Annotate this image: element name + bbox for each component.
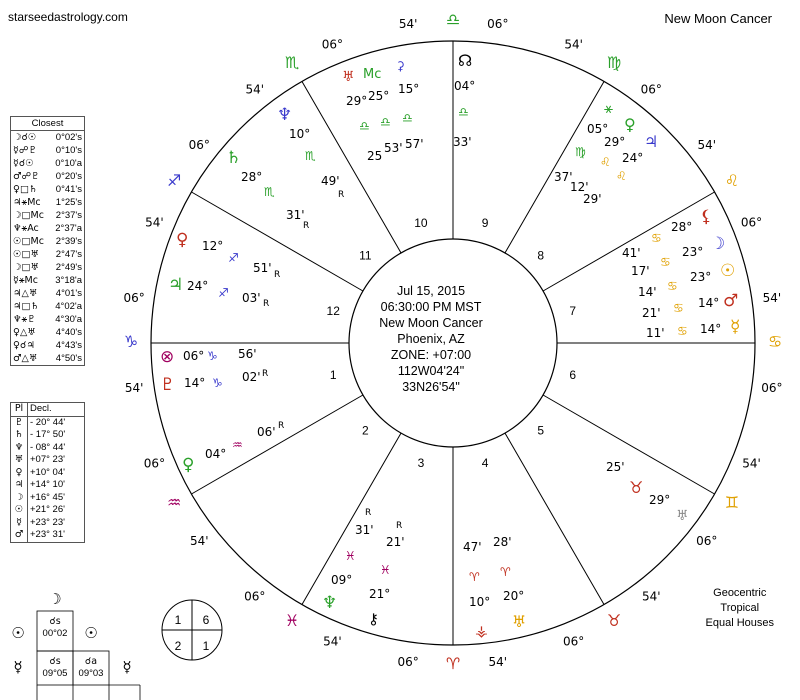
closest-aspect: ☽☌☉ xyxy=(13,132,37,143)
declination-value: - 17° 50' xyxy=(30,429,66,440)
chart-title: New Moon Cancer xyxy=(664,11,772,26)
declination-planet: ♀ xyxy=(11,467,28,480)
saturn-glyph: ♄ xyxy=(226,148,242,168)
venus2-retrograde: R xyxy=(278,421,285,431)
closest-aspect: ☉□Mc xyxy=(13,236,44,247)
closest-orb: 2°37's xyxy=(55,210,82,221)
closest-orb: 4°30'a xyxy=(55,314,82,325)
cusp-sign: ♍ xyxy=(606,53,622,73)
venus-left-degree: 12° xyxy=(202,239,224,253)
closest-aspect: ☿☍♇ xyxy=(13,145,37,156)
chart-location: Phoenix, AZ xyxy=(397,332,465,346)
v2-degree: 29° xyxy=(604,135,626,149)
declination-value: +23° 23' xyxy=(30,516,65,528)
closest-orb: 2°37'a xyxy=(55,223,82,234)
lilith4-glyph: ⚶ xyxy=(475,622,488,640)
pluto-minutes: 02' xyxy=(242,370,261,384)
cusp-min: 54' xyxy=(697,137,717,152)
uranus4-degree: 20° xyxy=(503,589,525,603)
venus2-degree: 04° xyxy=(205,447,227,461)
house-cusp-line xyxy=(191,395,362,494)
node-minutes: 33' xyxy=(453,135,472,149)
c1-degree: 28° xyxy=(671,220,693,234)
declination-planet: ♃ xyxy=(11,479,28,492)
declination-planet: ♂ xyxy=(11,529,28,542)
cusp-sign: ♎ xyxy=(445,10,461,29)
chiron8-glyph: ⚹ xyxy=(604,99,614,117)
chart-date: Jul 15, 2015 xyxy=(396,284,466,298)
house-cusp-line xyxy=(543,192,714,291)
t2c-minutes: 57' xyxy=(405,137,424,151)
chiron3-degree: 21° xyxy=(369,587,391,601)
neptune3-glyph: ♆ xyxy=(322,593,338,613)
venus2-sign: ♒ xyxy=(232,438,243,452)
grid-moon-glyph: ☽ xyxy=(48,590,62,608)
mercury-glyph: ☿ xyxy=(730,317,741,337)
cusp-sign: ♉ xyxy=(606,610,622,630)
declination-value: +21° 26' xyxy=(30,504,65,515)
closest-aspect: ♃△♅ xyxy=(13,288,38,299)
cusp-deg: 06° xyxy=(397,654,419,669)
closest-orb: 4°43's xyxy=(55,340,82,351)
quadrant-3-count: 2 xyxy=(174,639,182,653)
cusp-deg: 06° xyxy=(188,137,210,152)
uranus-top-glyph: ♅ xyxy=(342,69,355,85)
cusp-deg: 06° xyxy=(696,534,718,549)
saturn-degree: 28° xyxy=(241,170,263,184)
closest-aspect: ☿⚹Mc xyxy=(13,275,38,286)
grid-mercury-glyph-right: ☿ xyxy=(122,658,132,676)
c2-minutes: 17' xyxy=(631,264,650,278)
pluto-sign: ♑ xyxy=(212,376,223,390)
venus-left-minutes: 51' xyxy=(253,261,272,275)
closest-aspect: ♀△♅ xyxy=(13,327,36,338)
closest-aspect: ♂△♅ xyxy=(13,353,38,364)
declination-planet: ♅ xyxy=(11,454,28,467)
cancer-sign-a: ♋ xyxy=(651,231,662,245)
mars-glyph: ♂ xyxy=(723,291,739,311)
house-number: 1 xyxy=(329,368,337,383)
grid-sun-glyph: ☉ xyxy=(11,624,25,642)
declination-planet: ♇ xyxy=(11,417,28,430)
c4-minutes: 14' xyxy=(638,285,657,299)
house-number: 9 xyxy=(481,216,489,231)
venus2-minutes: 06' xyxy=(257,425,276,439)
neptune3-minutes: 31' xyxy=(355,523,374,537)
cusp-deg: 06° xyxy=(321,37,344,52)
aries-sign-a: ♈ xyxy=(469,570,480,584)
venus-left-glyph: ♀ xyxy=(176,230,189,250)
cusp-min: 54' xyxy=(641,589,661,604)
mc-label: Mc xyxy=(363,67,382,82)
uranus11-degree: 10° xyxy=(289,127,311,141)
grid-cell-moon-sun-aspect: ☌s xyxy=(49,616,61,627)
lilith-glyph: ⚸ xyxy=(700,207,713,227)
cusp-deg: 06° xyxy=(740,215,763,230)
taurus5-degree: 29° xyxy=(649,493,671,507)
cusp-sign: ♐ xyxy=(166,171,182,190)
chart-event-name: New Moon Cancer xyxy=(379,316,483,330)
house-cusp-line xyxy=(505,81,604,252)
neptune5-glyph: ♅ xyxy=(676,508,689,524)
v-min3: 29' xyxy=(583,192,602,206)
declination-value: +07° 23' xyxy=(30,454,65,465)
declination-value: - 20° 44' xyxy=(30,416,66,428)
cancer-sign-e: ♋ xyxy=(677,324,688,338)
house-number: 4 xyxy=(481,455,489,470)
house-number: 12 xyxy=(326,303,340,318)
cusp-sign: ♋ xyxy=(767,332,783,351)
c3-degree: 23° xyxy=(690,270,712,284)
house-cusp-line xyxy=(505,433,604,604)
cusp-deg: 06° xyxy=(143,456,166,471)
jupiter-left-glyph: ♃ xyxy=(168,275,184,295)
closest-orb: 4°01's xyxy=(55,288,82,299)
chart-latitude: 33N26'54" xyxy=(402,380,460,394)
lilith4-degree: 10° xyxy=(469,595,491,609)
closest-aspect: ♆⚹♇ xyxy=(13,314,36,325)
node-degree: 04° xyxy=(454,79,476,93)
chart-longitude: 112W04'24" xyxy=(397,364,465,378)
planet11-retrograde: R xyxy=(338,190,345,200)
v-min2: 12' xyxy=(570,180,589,194)
grid-cell-moon-sun-orb: 00°02 xyxy=(42,628,68,639)
house-number: 6 xyxy=(569,368,577,383)
closest-aspect: ♀☌♃ xyxy=(13,340,35,351)
t2b-minutes: 53' xyxy=(384,141,403,155)
pisces-sign-a: ♓ xyxy=(345,549,356,563)
libra-sign-b: ♎ xyxy=(380,115,391,129)
uranus4-minutes: 28' xyxy=(493,535,512,549)
cusp-sign: ♈ xyxy=(445,654,461,673)
declination-planet: ♆ xyxy=(11,442,28,455)
fortune-glyph: ⊗ xyxy=(160,347,175,367)
cusp-min: 54' xyxy=(742,456,761,471)
saturn-retrograde: R xyxy=(303,221,310,231)
jupiter-left-sign: ♐ xyxy=(218,286,229,300)
pluto-degree: 14° xyxy=(184,376,206,390)
closest-aspect: ♂☍♇ xyxy=(13,171,40,182)
house-number: 3 xyxy=(417,455,425,470)
declination-header-planet: Pl xyxy=(11,403,28,416)
pluto-glyph: ♇ xyxy=(160,375,176,395)
fortune-degree: 06° xyxy=(183,349,205,363)
closest-orb: 2°49's xyxy=(55,262,82,273)
cusp-sign: ♊ xyxy=(724,493,740,512)
chiron3-glyph: ⚷ xyxy=(368,610,379,628)
cusp-min: 54' xyxy=(398,17,418,32)
cusp-deg: 06° xyxy=(562,634,585,649)
quadrant-2-count: 6 xyxy=(202,613,210,627)
declination-value: +14° 10' xyxy=(30,479,65,490)
taurus5-sign: ♉ xyxy=(629,478,644,497)
closest-orb: 4°40's xyxy=(55,327,82,338)
closest-orb: 3°18'a xyxy=(55,275,82,286)
uranus11-glyph: ♆ xyxy=(277,105,293,125)
chiron3-retrograde: R xyxy=(396,521,403,531)
closest-orb: 1°25's xyxy=(55,197,82,208)
cusp-min: 54' xyxy=(488,654,508,669)
cusp-sign: ♏ xyxy=(284,53,300,73)
cusp-min: 54' xyxy=(145,215,164,230)
t1-degree: 29° xyxy=(346,94,368,108)
closest-orb: 0°10's xyxy=(55,145,82,156)
cancer-sign-d: ♋ xyxy=(673,301,684,315)
node-sign: ♎ xyxy=(458,105,469,119)
cusp-deg: 06° xyxy=(761,380,783,395)
declination-planet: ☽ xyxy=(11,492,28,505)
house-number: 8 xyxy=(537,248,545,263)
closest-aspect: ☽□♅ xyxy=(13,262,40,273)
sun-glyph: ☉ xyxy=(720,261,736,281)
c5-minutes: 21' xyxy=(642,306,661,320)
declination-planet: ☿ xyxy=(11,517,28,530)
closest-aspect: ♃⚹Mc xyxy=(13,197,41,208)
venus-left-sign: ♐ xyxy=(228,251,239,265)
cusp-sign: ♌ xyxy=(724,171,740,190)
v3-degree: 24° xyxy=(622,151,644,165)
neptune3-retrograde: R xyxy=(365,508,372,518)
t2-minutes: 25 xyxy=(367,149,383,163)
chiron3-minutes: 21' xyxy=(386,535,405,549)
closest-orb: 0°10'a xyxy=(55,158,82,169)
cusp-min: 54' xyxy=(124,380,144,395)
cancer-sign-b: ♋ xyxy=(660,255,671,269)
v-min1: 37' xyxy=(554,170,573,184)
c2-degree: 23° xyxy=(682,245,704,259)
jupiter-left-degree: 24° xyxy=(187,279,209,293)
closest-orb: 0°02's xyxy=(55,132,82,143)
vertex-glyph: ⚳ xyxy=(396,59,405,73)
declination-planet: ☉ xyxy=(11,504,28,517)
house-number: 11 xyxy=(359,248,372,263)
fortune-sign: ♑ xyxy=(207,349,218,363)
declination-value: - 08° 44' xyxy=(30,441,66,453)
libra-sign-a: ♎ xyxy=(359,119,370,133)
quadrant-4-count: 1 xyxy=(202,639,210,653)
closest-orb: 0°20's xyxy=(55,171,82,182)
closest-aspect: ♃□♄ xyxy=(13,301,40,312)
declination-planet: ♄ xyxy=(11,429,28,442)
legend-tropical: Tropical xyxy=(720,602,760,614)
cusp-sign: ♒ xyxy=(166,493,182,512)
closest-orb: 2°47's xyxy=(55,249,82,260)
venus2-glyph: ♀ xyxy=(182,455,195,475)
house-number: 5 xyxy=(537,423,545,438)
grid-cell-moon-mercury-aspect: ☌s xyxy=(49,656,61,667)
pisces-sign-b: ♓ xyxy=(380,563,391,577)
venus8-glyph: ♀ xyxy=(624,115,636,134)
closest-aspect: ☉□♅ xyxy=(13,249,40,260)
declination-value: +10° 04' xyxy=(30,466,65,478)
leo-sign-8a: ♌ xyxy=(600,155,611,169)
grid-cell-sun-mercury-aspect: ☌a xyxy=(84,656,98,667)
uranus4-glyph: ♅ xyxy=(512,612,527,631)
cusp-sign: ♓ xyxy=(284,610,300,630)
saturn-minutes: 31' xyxy=(286,208,305,222)
closest-orb: 0°41's xyxy=(55,184,82,195)
node-glyph: ☊ xyxy=(458,51,473,70)
chart-zone: ZONE: +07:00 xyxy=(390,348,472,362)
neptune3-degree: 09° xyxy=(331,573,353,587)
cusp-min: 54' xyxy=(189,534,209,549)
cusp-min: 54' xyxy=(323,634,342,649)
house-number: 10 xyxy=(414,216,428,231)
grid-sun-glyph-top: ☉ xyxy=(84,624,98,642)
closest-aspect: ♀□♄ xyxy=(13,184,38,195)
c1-minutes: 41' xyxy=(622,246,641,260)
taurus5-minutes: 25' xyxy=(606,460,625,474)
libra-sign-c: ♎ xyxy=(402,111,413,125)
site-name[interactable]: starseedastrology.com xyxy=(8,10,128,24)
t1-minutes: 25° xyxy=(368,89,390,103)
scorpio-sign-11: ♏ xyxy=(305,149,316,163)
cusp-deg: 06° xyxy=(244,589,266,604)
c5-degree: 14° xyxy=(700,322,722,336)
cusp-deg: 06° xyxy=(640,82,662,97)
saturn-sign: ♏ xyxy=(264,185,275,199)
chart-center-info xyxy=(360,283,502,395)
v1-degree: 05° xyxy=(587,122,609,136)
chart-time: 06:30:00 PM MST xyxy=(380,300,482,314)
declination-value: +16° 45' xyxy=(30,491,65,503)
c4-degree: 14° xyxy=(698,296,720,310)
moon-glyph: ☽ xyxy=(710,234,726,254)
venus-left-retrograde: R xyxy=(274,270,281,280)
fortune-minutes: 56' xyxy=(238,347,257,361)
c6-minutes: 11' xyxy=(646,326,665,340)
cusp-sign: ♑ xyxy=(123,332,139,351)
t2-degree: 15° xyxy=(398,82,420,96)
closest-orb: 4°50's xyxy=(55,353,82,364)
cancer-sign-c: ♋ xyxy=(667,279,678,293)
closest-header: Closest xyxy=(11,117,84,131)
house-number: 2 xyxy=(361,423,369,438)
closest-aspect: ☿☌☉ xyxy=(13,158,34,169)
cusp-min: 54' xyxy=(564,37,583,52)
jupiter-left-minutes: 03' xyxy=(242,291,261,305)
cusp-min: 54' xyxy=(245,82,265,97)
legend-equal-houses: Equal Houses xyxy=(705,617,774,629)
legend-geocentric: Geocentric xyxy=(713,587,767,599)
jupiter-left-retrograde: R xyxy=(263,299,270,309)
closest-aspect: ☽□Mc xyxy=(13,210,44,221)
jupiter8-glyph: ♃ xyxy=(644,132,659,151)
quadrant-1-count: 1 xyxy=(174,613,182,627)
lilith4-minutes: 47' xyxy=(463,540,482,554)
closest-orb: 2°39's xyxy=(55,236,82,247)
cusp-deg: 06° xyxy=(123,291,145,306)
grid-cell-sun-mercury-orb: 09°03 xyxy=(78,668,104,679)
house-number: 7 xyxy=(569,303,577,318)
grid-mercury-glyph: ☿ xyxy=(13,658,23,676)
grid-cell-moon-mercury-orb: 09°05 xyxy=(42,668,68,679)
closest-orb: 4°02'a xyxy=(55,301,82,312)
declination-value: +23° 31' xyxy=(30,529,65,540)
pluto-retrograde: R xyxy=(262,369,269,379)
virgo-sign-8: ♍ xyxy=(575,145,586,159)
aries-sign-b: ♈ xyxy=(500,565,511,579)
declination-header-value: Decl. xyxy=(30,403,52,414)
cusp-deg: 06° xyxy=(487,17,509,32)
cusp-min: 54' xyxy=(762,291,782,306)
closest-aspect: ♆⚹Ac xyxy=(13,223,39,234)
planet11-minutes: 49' xyxy=(321,174,340,188)
leo-sign-8b: ♌ xyxy=(616,169,627,183)
